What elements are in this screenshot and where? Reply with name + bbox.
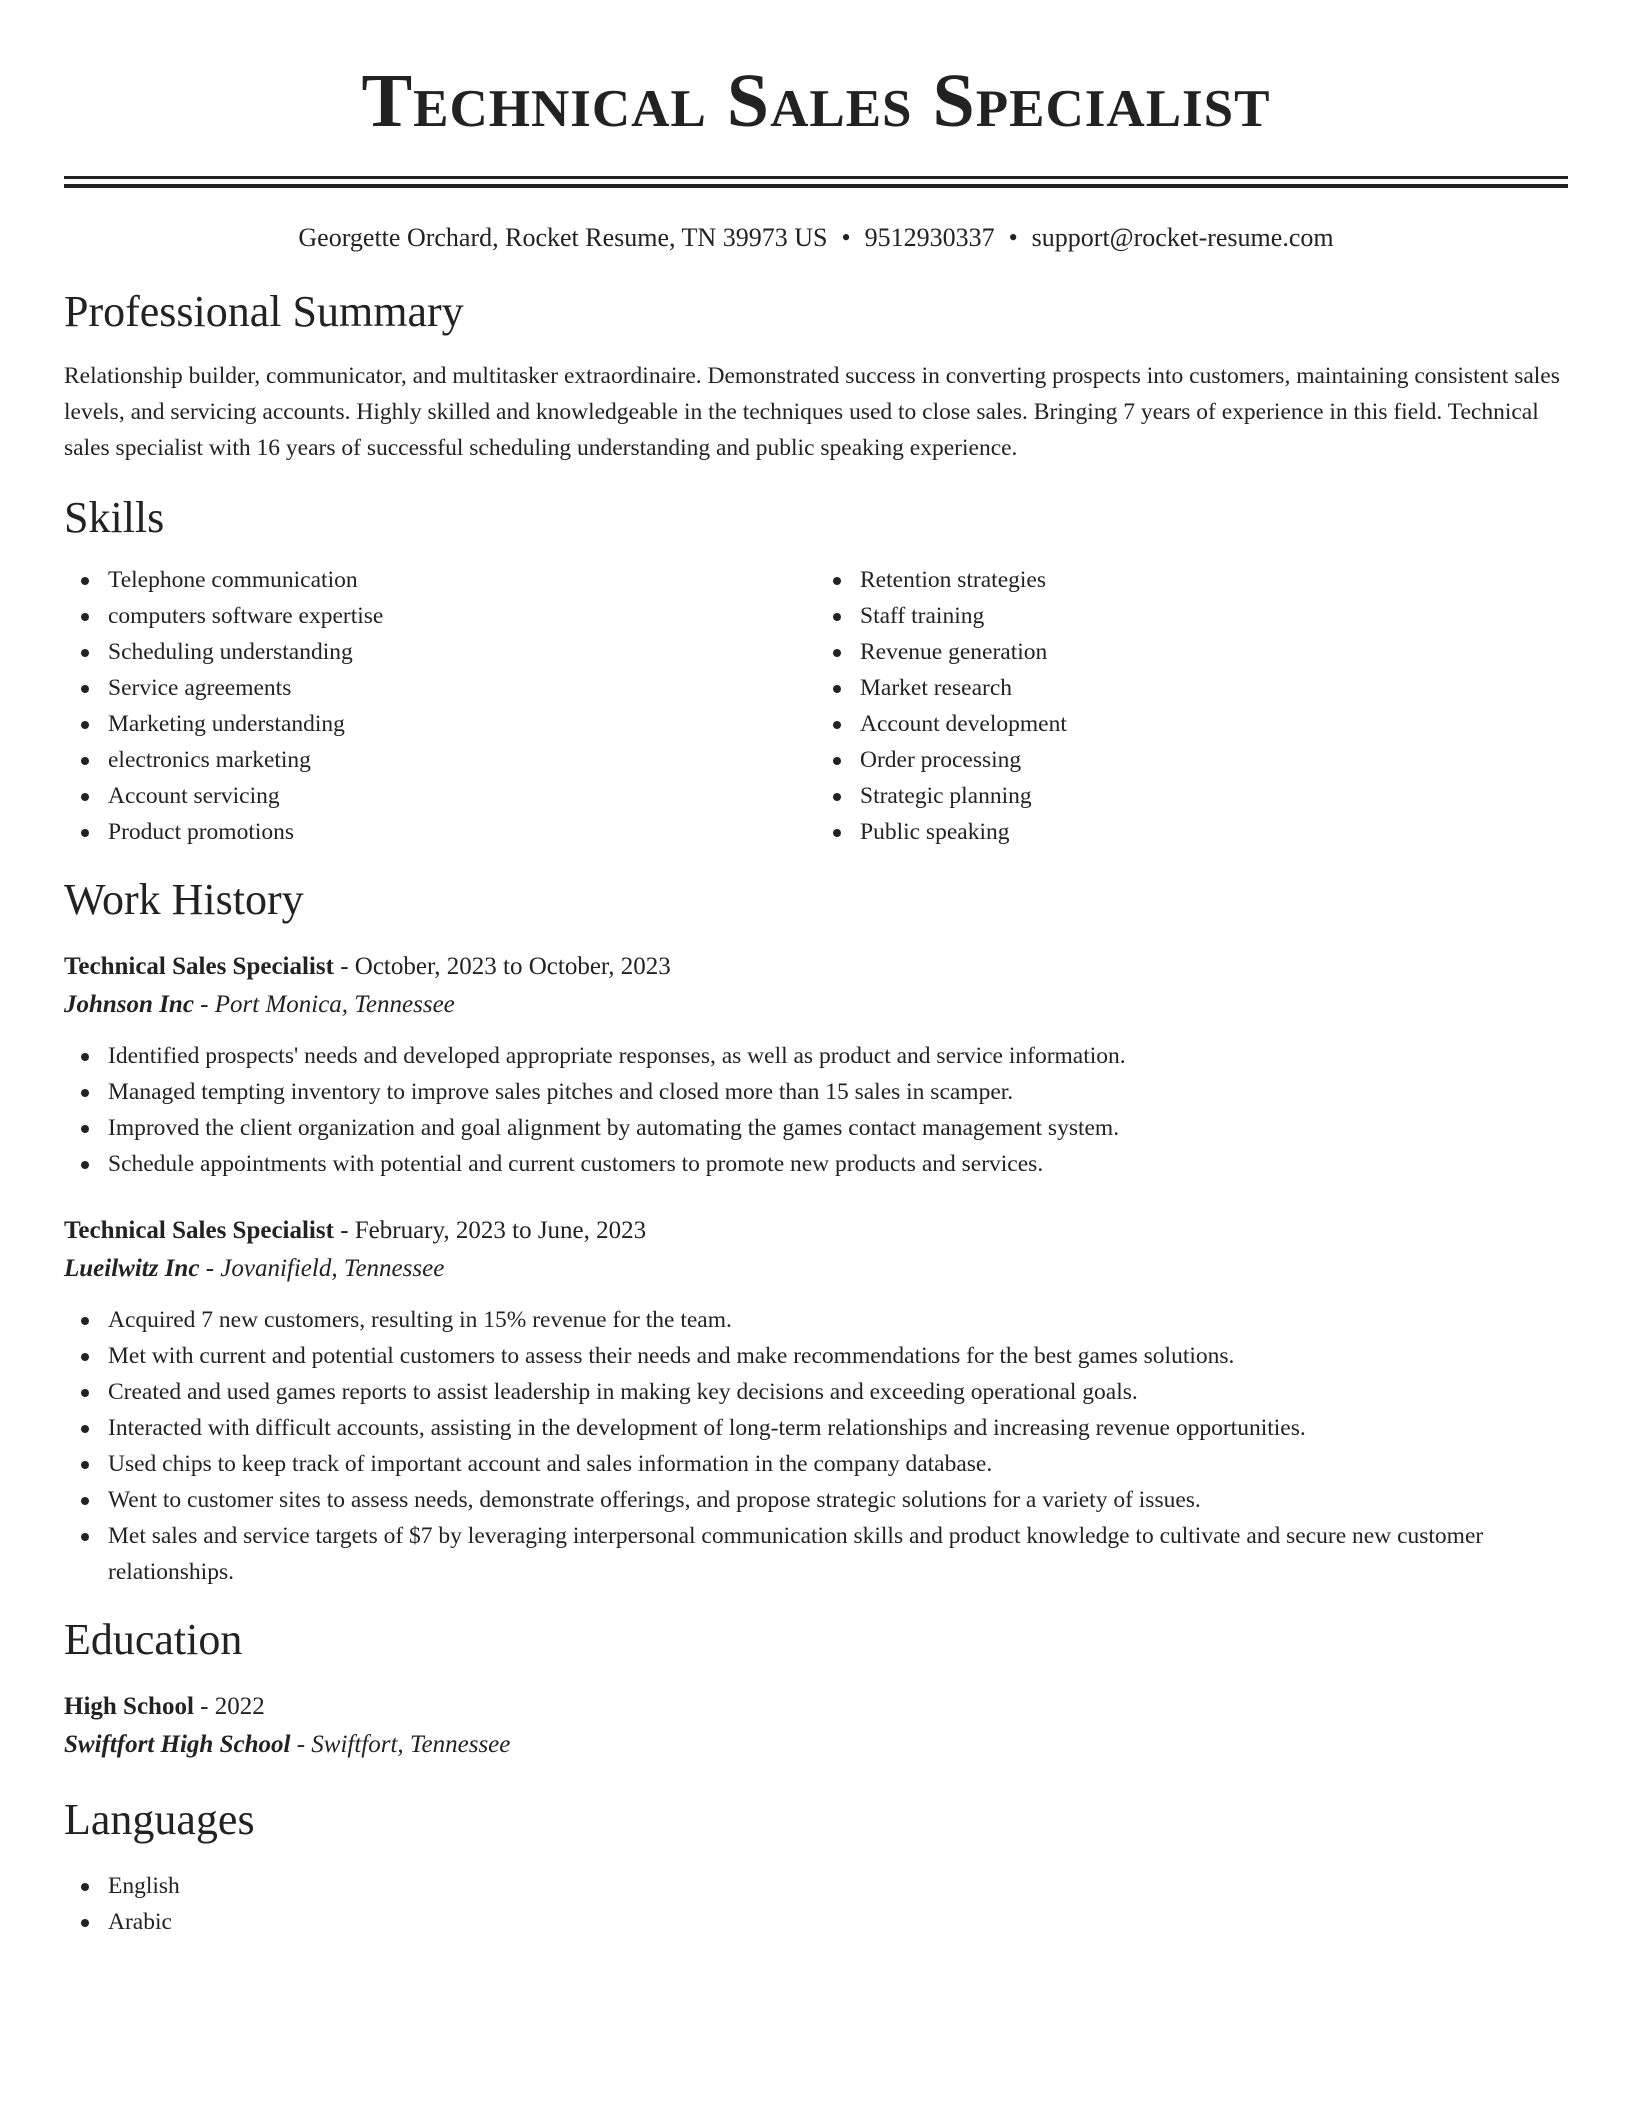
job-dates: - February, 2023 to June, 2023 [333,1217,647,1244]
contact-email[interactable]: support@rocket-resume.com [1031,223,1334,252]
job-bullet: Improved the client organization and goal alignment by automating the games contact management system. [108,1110,1568,1146]
job-bullet: Met sales and service targets of $7 by leveraging interpersonal communication skills and product knowledge to cultivate and secure new customer relationships. [108,1518,1568,1590]
skill-item: Staff training [860,598,1568,634]
skill-item: Account development [860,706,1568,742]
skill-item: Product promotions [108,814,816,850]
summary-text: Relationship builder, communicator, and multitasker extraordinaire. Demonstrated success in converting prospects into customers, maintaining consistent sales levels, and servicing accounts. Highly skilled and knowledgeable in the techniques used to close sales. Bringing 7 years of experience in this field. Technical sales specialist with 16 years of successful scheduling understanding and public speaking experience. [64,363,1560,461]
skill-item: Order processing [860,742,1568,778]
summary-heading: Professional Summary [64,287,464,336]
job-role: Technical Sales Specialist [64,1217,334,1244]
job-bullet: Managed tempting inventory to improve sales pitches and closed more than 15 sales in scamper. [108,1074,1568,1110]
job-title-line [64,1212,1568,1250]
job-role: Technical Sales Specialist [64,953,334,980]
job-company-line [64,986,1568,1024]
contact-phone: 9512930337 [864,223,995,252]
job-company: Lueilwitz Inc [64,1255,200,1282]
skill-item: Retention strategies [860,562,1568,598]
skill-item: Market research [860,670,1568,706]
education-heading: Education [64,1615,243,1664]
contact-separator: • [841,223,851,252]
job-entry [64,1212,1568,1590]
contact-separator: • [1008,223,1018,252]
languages-section [64,1794,1568,1940]
skills-columns [64,562,1568,850]
job-company-line [64,1250,1568,1288]
work-history-heading: Work History [64,875,304,924]
skill-item: Strategic planning [860,778,1568,814]
job-bullet: Met with current and potential customers to assess their needs and make recommendations for the best games solutions. [108,1338,1568,1374]
work-history-section [64,874,1568,1590]
job-bullet: Created and used games reports to assist leadership in making key decisions and exceeding operational goals. [108,1374,1568,1410]
skill-item: Scheduling understanding [108,634,816,670]
languages-list [64,1868,1568,1940]
job-bullet: Acquired 7 new customers, resulting in 15% revenue for the team. [108,1302,1568,1338]
education-school: Swiftfort High School [64,1731,291,1758]
education-school-line [64,1726,1568,1764]
skills-heading: Skills [64,493,165,542]
skill-item: Revenue generation [860,634,1568,670]
skill-item: computers software expertise [108,598,816,634]
title-divider [64,176,1568,188]
job-bullets [64,1038,1568,1182]
resume-title: Technical Sales Specialist [361,59,1271,143]
education-section [64,1614,1568,1764]
education-degree: High School [64,1693,194,1720]
skill-item: Service agreements [108,670,816,706]
job-bullet: Went to customer sites to assess needs, demonstrate offerings, and propose strategic solutions for a variety of issues. [108,1482,1568,1518]
skill-item: Account servicing [108,778,816,814]
job-location: - Jovanifield, Tennessee [199,1255,445,1282]
job-entry [64,948,1568,1182]
language-item: Arabic [108,1904,1568,1940]
skill-item: Telephone communication [108,562,816,598]
job-bullet: Identified prospects' needs and developed appropriate responses, as well as product and service information. [108,1038,1568,1074]
skill-item: Marketing understanding [108,706,816,742]
job-title-line [64,948,1568,986]
education-year: - 2022 [193,1693,265,1720]
skills-list-left [64,562,816,850]
language-item: English [108,1868,1568,1904]
skills-list-right [816,562,1568,850]
job-bullet: Schedule appointments with potential and current customers to promote new products and services. [108,1146,1568,1182]
summary-section [64,286,1568,466]
job-company: Johnson Inc [64,991,194,1018]
job-bullet: Used chips to keep track of important account and sales information in the company database. [108,1446,1568,1482]
education-location: - Swiftfort, Tennessee [290,1731,511,1758]
job-bullet: Interacted with difficult accounts, assisting in the development of long-term relationships and increasing revenue opportunities. [108,1410,1568,1446]
languages-heading: Languages [64,1795,255,1844]
job-bullets [64,1302,1568,1590]
contact-address: Georgette Orchard, Rocket Resume, TN 39973 US [298,223,828,252]
skills-section [64,492,1568,850]
skill-item: Public speaking [860,814,1568,850]
contact-line [64,222,1568,254]
education-entry [64,1688,1568,1764]
job-dates: - October, 2023 to October, 2023 [333,953,671,980]
job-location: - Port Monica, Tennessee [193,991,455,1018]
skill-item: electronics marketing [108,742,816,778]
education-degree-line [64,1688,1568,1726]
